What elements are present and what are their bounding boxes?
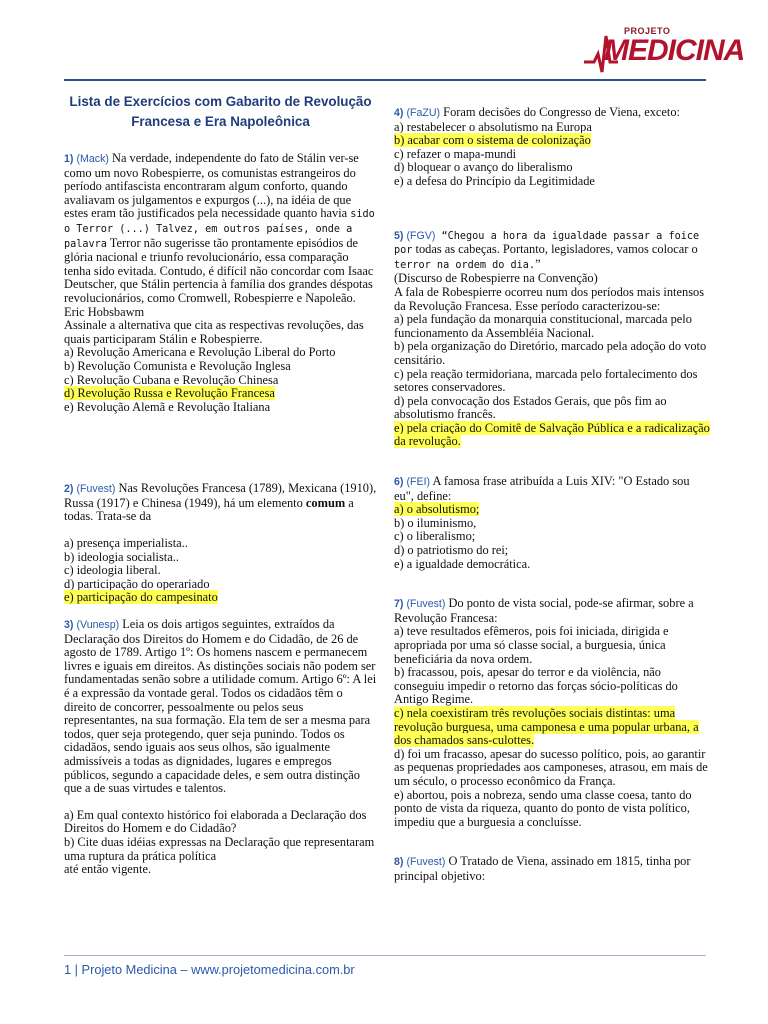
question-number: 6) [394,476,404,489]
option-d: d) o patriotismo do rei; [394,543,509,558]
option-e-answer: e) pela criação do Comitê de Salvação Pública e a radicalização da revolução. [394,420,710,449]
option-e-answer: e) participação do campesinato [64,590,218,605]
option-c: c) pela reação termidoriana, marcada pelo fortalecimento dos setores conservadores. [394,366,698,395]
footer-rule [64,955,706,956]
option-b: b) pela organização do Diretório, marcado pela adoção do voto censitário. [394,339,707,367]
question-number: 5) [394,229,404,242]
question-number: 4) [394,107,404,119]
question-8 [394,855,712,883]
option-c: c) refazer o mapa-mundi [394,146,517,161]
question-prompt: Assinale a alternativa que cita as respectivas revoluções, das quais participaram Stálin e Robespierre. [64,318,364,346]
option-d: d) participação do operariado [64,576,210,591]
option-e: e) Revolução Alemã e Revolução Italiana [64,399,271,414]
option-a-answer: a) o absolutismo; [394,502,480,517]
option-b-answer: b) acabar com o sistema de colonização [394,133,591,148]
question-6 [394,475,712,571]
question-text: Leia os dois artigos seguintes, extraídos da Declaração dos Direitos do Homem e do Cidadão, de 26 de agosto de 1789. Artigo 1º: Os homens nascem e permanecem livres e iguais em direitos. As distinções sociais não podem ser fundamentadas senão sobre a utilidade comum. Artigo 6º: A lei é a expressão da vontade geral. Todos os cidadãos têm o direito de concorrer, pessoalmente ou pelos seus representantes, na sua formação. Ela tem de ser a mesma para todos, quer seja protegendo, quer seja punindo. Todos os cidadãos, sendo iguais aos seus olhos, são igualmente admissíveis a todas as dignidades, lugares e empregos públicos, segundo a capacidade deles, e sem outra distinção que a de suas virtudes e talentos. [64,617,377,796]
right-column [394,106,712,884]
option-e: e) a igualdade democrática. [394,556,531,571]
left-column [64,92,377,877]
option-d: d) foi um fracasso, apesar do sucesso político, pois, ao garantir as pequenas propriedades aos camponeses, atrasou, em mais de um século, o processo econômico da França. [394,746,708,788]
question-text: Terror não sugerisse tão prontamente episódios de glória nacional e triunfo revolucionário, essa comparação tenha sido evitada. Contudo, é difícil não concordar com Isaac Deutscher, que Stálin pertencia à família dos grandes déspotas revolucionários, como Cromwell, Robespierre e Napoleão. [64,235,374,305]
question-text: Na verdade, independente do fato de Stálin ver-se como um novo Robespierre, os comunistas estrangeiros do período antifascista encontraram algum conforto, quando avaliavam os julgamentos e expurgos (...), na idéia de que estes eram tão justificados pela necessidade quanto havia [64,151,359,221]
question-text: Foram decisões do Congresso de Viena, exceto: [440,105,680,119]
option-e: e) a defesa do Princípio da Legitimidade [394,173,595,188]
option-d-answer: d) Revolução Russa e Revolução Francesa [64,386,275,401]
question-text: O Tratado de Viena, assinado em 1815, tinha por principal objetivo: [394,854,691,883]
question-text: A famosa frase atribuída a Luis XIV: "O Estado sou eu", define: [394,474,690,503]
question-number: 1) [64,153,74,165]
option-a: a) pela fundação da monarquia constitucional, marcada pelo funcionamento da Assembléia Nacional. [394,312,692,340]
option-e: e) abortou, pois a nobreza, sendo uma classe coesa, tanto do ponto de vista da riqueza, quanto do ponto de vista político, impediu que a burguesia a concluísse. [394,787,692,829]
question-source: (Mack) [76,153,109,165]
option-b: b) Revolução Comunista e Revolução Inglesa [64,358,291,373]
question-source: (FGV) [406,229,436,242]
question-text: Nas Revoluções Francesa (1789), Mexicana (1910), Russa (1917) e Chinesa (1949), há um elemento [64,481,377,510]
option-a: a) teve resultados efêmeros, pois foi iniciada, dirigida e apropriada por uma só classe social, a burguesia, única beneficiária da nova ordem. [394,624,669,666]
question-number: 2) [64,483,74,496]
option-c-answer: c) nela coexistiram três revoluções sociais distintas: uma revolução burguesa, uma camponesa e uma popular urbana, a dos chamados sans-culottes. [394,705,699,748]
question-4 [394,106,712,189]
logo-small-text: PROJETO [624,26,671,36]
question-number: 7) [394,598,404,611]
quote-author: Eric Hobsbawm [64,304,145,319]
question-5 [394,229,712,450]
question-number: 8) [394,856,404,869]
question-source: (Fuvest) [76,483,116,496]
option-a: a) Revolução Americana e Revolução Liberal do Porto [64,345,336,360]
question-number: 3) [64,619,74,632]
page-footer: 1 | Projeto Medicina – www.projetomedicina.com.br [64,962,355,977]
question-2 [64,482,377,605]
question-1 [64,152,377,414]
question-3 [64,618,377,877]
question-source: (FaZU) [406,107,441,119]
quote-reference: (Discurso de Robespierre na Convenção) [394,271,598,286]
option-c: c) o liberalismo; [394,529,476,544]
page-title: Lista de Exercícios com Gabarito de Revolução Francesa e Era Napoleônica [69,94,372,129]
question-source: (Fuvest) [406,598,446,611]
item-b: b) Cite duas idéias expressas na Declaração que representaram uma ruptura da prática política [64,834,375,863]
question-7 [394,597,712,829]
option-c: c) Revolução Cubana e Revolução Chinesa [64,372,279,387]
option-d: d) pela convocação dos Estados Gerais, que pôs fim ao absolutismo francês. [394,393,667,422]
item-a: a) Em qual contexto histórico foi elaborada a Declaração dos Direitos do Homem e do Cidadão? [64,807,367,836]
projeto-medicina-logo [584,22,745,78]
question-text-mono: sido o Terror (...) Talvez, em outros países, onde a palavra [64,209,375,250]
question-prompt: A fala de Robespierre ocorreu num dos períodos mais intensos da Revolução Francesa. Esse período caracterizou-se: [394,284,705,313]
question-text: a todas. Trata-se da [64,495,354,524]
quote-close: ” [535,256,541,271]
quote-text-mono: terror na ordem do dia. [394,259,536,271]
item-b-continued: até então vigente. [64,862,152,877]
header-rule [64,79,706,81]
option-a: a) restabelecer o absolutismo na Europa [394,119,592,134]
question-source: (Vunesp) [76,619,120,632]
option-b: b) fracassou, pois, apesar do terror e da violência, não conseguiu impedir o retorno das forças sócio-políticas do Antigo Regime. [394,665,678,707]
option-d: d) bloquear o avanço do liberalismo [394,160,573,175]
option-b: b) o iluminismo, [394,515,477,530]
question-text-bold: comum [305,495,346,510]
option-b: b) ideologia socialista.. [64,549,179,564]
question-text: Do ponto de vista social, pode-se afirmar, sobre a Revolução Francesa: [394,596,694,625]
quote-text: todas as cabeças. Portanto, legisladores, vamos colocar o [412,242,698,257]
question-source: (Fuvest) [406,856,446,869]
quote-text-mono: “Chegou a hora da igualdade passar a foice por [394,230,700,257]
option-c: c) ideologia liberal. [64,563,161,578]
option-a: a) presença imperialista.. [64,536,188,551]
question-source: (FEI) [406,476,431,489]
logo-big-text: MEDICINA [604,34,745,67]
